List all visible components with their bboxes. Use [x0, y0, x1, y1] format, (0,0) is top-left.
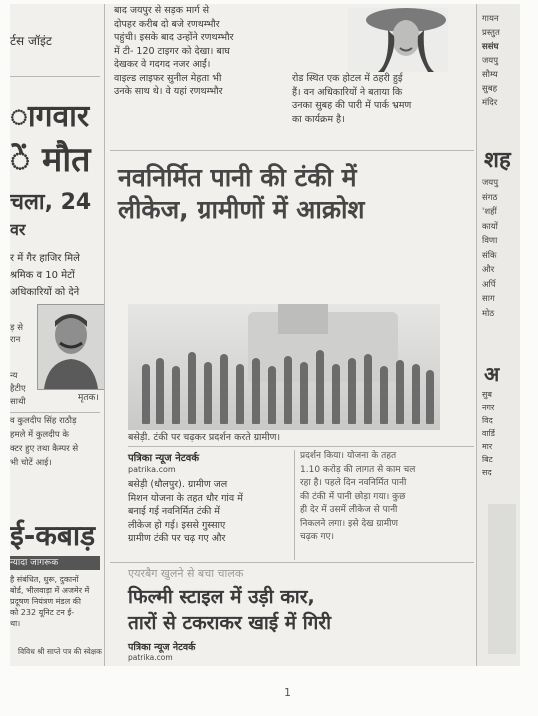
main-headline-line: लीकेज, ग्रामीणों में आक्रोश — [118, 195, 365, 224]
left-top-label: र्टस जॉइंट — [10, 34, 52, 48]
second-byline-site: patrika.com — [128, 653, 173, 662]
left-lower-line: व कुलदीप सिंह राठौड़ — [10, 416, 77, 426]
left-lower-line: हमले में कुलदीप के — [10, 430, 69, 440]
left-lower-line: न्य — [10, 371, 18, 381]
kabad-line: को 232 यूनिट टन ई- — [10, 608, 75, 617]
right-line: जयपु — [482, 178, 499, 188]
top-story-line: दोपहर करीब दो बजे रणथम्भौर — [114, 18, 220, 30]
second-headline — [128, 584, 331, 636]
left-paragraph — [10, 250, 80, 301]
right-line: जयपु — [482, 56, 499, 66]
top-right-line: रोड स्थित एक होटल में ठहरी हुई — [292, 73, 403, 84]
right-heading: शह — [484, 148, 511, 173]
kabad-heading: ई-कबाड़ — [10, 519, 96, 552]
right-line: नगर — [482, 403, 495, 412]
left-lower-text — [10, 370, 26, 409]
right-line: मार — [482, 442, 493, 451]
main-body-line: ही देर में उसमें लीकेज से पानी — [300, 505, 398, 515]
right-line: मोठ — [482, 308, 495, 319]
page-number: 1 — [284, 686, 291, 699]
right-line: और — [482, 265, 495, 275]
main-body-line: बसेड़ी (धौलपुर). ग्रामीण जल — [128, 479, 228, 490]
top-story-text — [114, 4, 286, 99]
kabad-subheading: न्यादा जागरूक — [10, 556, 100, 570]
right-line: सौम्य — [482, 70, 498, 80]
main-byline: पत्रिका न्यूज नेटवर्क — [128, 453, 200, 464]
left-heading-3: चला, 24 — [10, 190, 92, 215]
right-line: विद — [482, 416, 493, 425]
top-story-line: उनके साथ थे। वे यहां रणथम्भौर — [114, 86, 223, 97]
top-right-line: उनका सुबह की पारी में पार्क भ्रमण — [292, 100, 412, 111]
second-headline-line: फिल्मी स्टाइल में उड़ी कार, — [128, 586, 315, 608]
right-line: अर्पि — [482, 279, 496, 290]
kabad-line: है संबंधित, धुरू, दुकानों — [10, 575, 79, 584]
woman-photo — [348, 8, 448, 72]
kabad-line: था। — [10, 619, 21, 628]
right-line: वार्डि — [482, 429, 495, 438]
top-story-line: पहुंची। इसके बाद उन्होंने रणथम्भौर — [114, 32, 234, 43]
second-kicker: एयरबैग खुलने से बचा चालक — [128, 567, 244, 580]
kabad-line: बोर्ड, भीलवाड़ा में अजमेर में — [10, 586, 90, 595]
right-line: 'शहीं — [482, 207, 497, 217]
right-line: प्रस्तुत — [482, 28, 500, 38]
newspaper-clipping — [10, 4, 520, 666]
right-low-lines — [482, 388, 495, 479]
left-para-line: र में गैर हाजिर मिले — [10, 253, 80, 264]
left-lower-line: हैटीए — [10, 384, 26, 394]
main-body-line: रहा है। पहले दिन नवनिर्मित पानी — [300, 478, 407, 488]
kabad-text — [10, 574, 89, 629]
right-line: विणा — [482, 236, 498, 246]
main-byline-site: patrika.com — [128, 465, 176, 474]
main-body-line: मिशन योजना के तहत धौर गांव में — [128, 492, 243, 504]
main-body-line: की टंकी में पानी छोड़ा गया। कुछ — [300, 491, 406, 502]
main-body-left — [128, 478, 290, 546]
top-story-line: देखकर वे गदगद नजर आईं। — [114, 59, 211, 70]
left-heading-4: वर — [10, 220, 26, 239]
right-line: बिट — [482, 455, 493, 464]
right-line: सद — [482, 468, 492, 477]
photo-caption: बसेड़ी. टंकी पर चढ़कर प्रदर्शन करते ग्रामीण। — [128, 432, 281, 443]
right-line: संकि — [482, 250, 497, 261]
right-edge-block — [488, 504, 516, 654]
right-line: गायन — [482, 14, 499, 24]
main-body-line: ग्रामीण टंकी पर चढ़ गए और — [128, 533, 226, 544]
right-line: संगठ — [482, 192, 498, 203]
main-body-line: चढ़क गए। — [300, 532, 335, 542]
right-line: सुब — [482, 390, 492, 399]
right-line: कायों — [482, 221, 498, 232]
left-para-line: श्रमिक व 10 मेटों — [10, 270, 75, 281]
top-right-line: का कार्यक्रम है। — [292, 113, 345, 125]
main-headline-line: नवनिर्मित पानी की टंकी में — [118, 163, 357, 192]
right-top-lines — [482, 12, 500, 110]
left-side-line: रान — [10, 335, 21, 345]
right-heading-2: अ — [484, 362, 500, 386]
top-right-line: हैं। वन अधिकारियों ने बताया कि — [292, 86, 403, 98]
left-lower-line: भी चोटें आई। — [10, 458, 52, 468]
main-headline — [118, 162, 365, 226]
left-photo-side — [10, 322, 23, 346]
left-lower-line: क्टर हुए तथा कैम्पर से — [10, 444, 79, 454]
top-right-text — [292, 72, 474, 126]
right-line: साग — [482, 294, 495, 304]
right-line: मंदिर — [482, 98, 498, 108]
main-body-line: बनाई गई नवनिर्मित टंकी में — [128, 506, 220, 517]
right-line: सुबह — [482, 84, 498, 94]
main-body-line: प्रदर्शन किया। योजना के तहत — [300, 451, 397, 461]
left-lower-line: साथी — [10, 397, 26, 407]
main-body-line: लीकेज हो गई। इससे गुस्साए — [128, 519, 226, 531]
left-para-line: अधिकारियों को देने — [10, 287, 80, 298]
main-body-right — [300, 450, 472, 545]
kabad-bottom: विविध श्री साप्ते पत्र की स्वेक्षक — [18, 647, 102, 656]
right-mid-lines — [482, 176, 498, 321]
left-side-line: ड़ से — [10, 323, 23, 333]
top-story-line: में टी- 120 टाइगर को देखा। बाघ — [114, 45, 230, 57]
right-line: ससंघ — [482, 42, 499, 52]
deceased-photo — [37, 304, 105, 390]
left-heading-1: ागवार — [10, 99, 90, 134]
deceased-caption: मृतक। — [78, 393, 99, 403]
second-byline: पत्रिका न्यूज नेटवर्क — [128, 642, 196, 653]
kabad-line: प्रदूषण नियंत्रण मंडल की — [10, 597, 81, 606]
top-story-line: बाद जयपुर से सड़क मार्ग से — [114, 5, 210, 16]
left-heading-2: ें मौत — [10, 140, 91, 180]
right-column — [476, 4, 520, 666]
top-story-line: वाइल्ड लाइफर सुनील मेहता भी — [114, 72, 222, 84]
main-body-line: निकलने लगा। इसे देख ग्रामीण — [300, 518, 398, 529]
second-headline-line: तारों से टकराकर खाई में गिरी — [128, 612, 332, 634]
protest-photo — [128, 304, 440, 430]
left-news-brief — [10, 414, 78, 470]
main-body-line: 1.10 करोड़ की लागत से काम चल — [300, 464, 416, 475]
